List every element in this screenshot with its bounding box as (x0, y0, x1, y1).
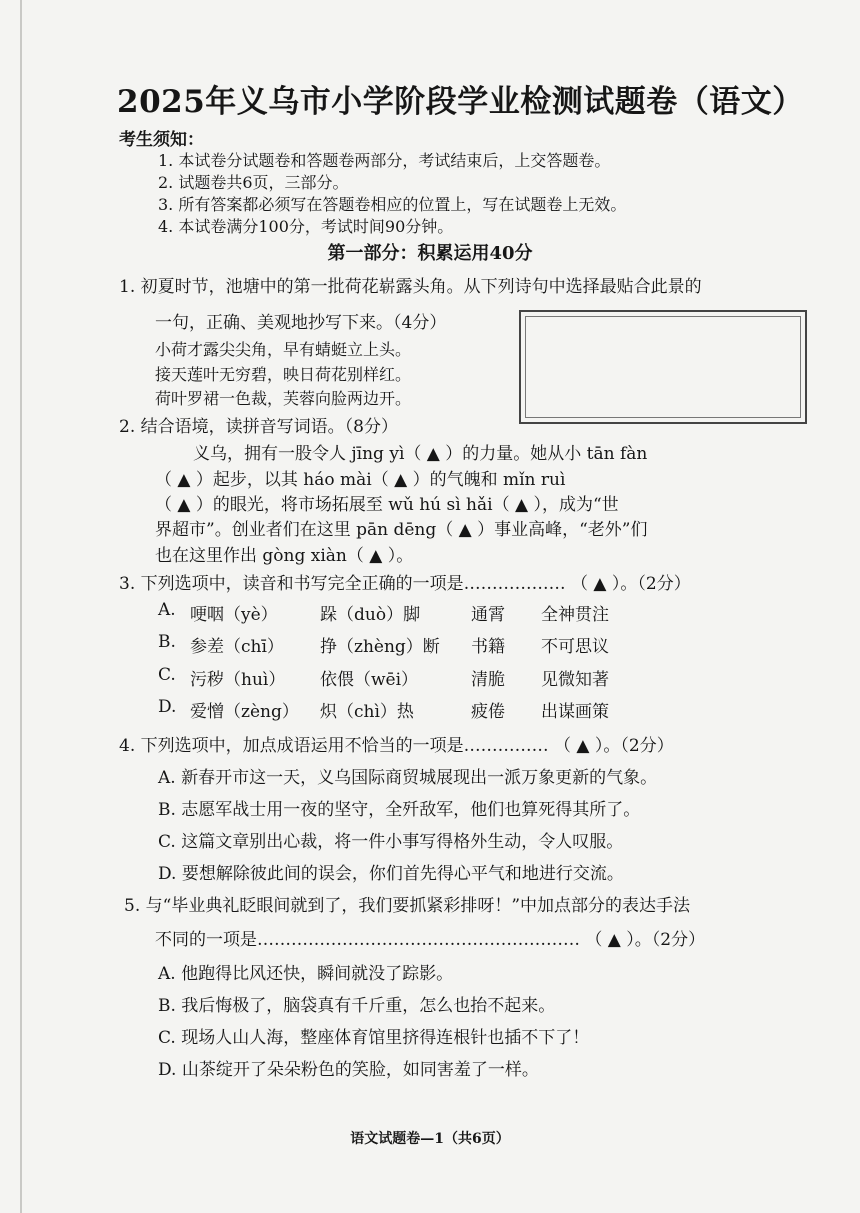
q4-stem: 4. 下列选项中，加点成语运用不恰当的一项是…………… （ ▲ ）。（2分） (119, 736, 674, 756)
q2-text-line: 义乌，拥有一股令人 jīng yì（ ▲ ）的力量。她从小 tān fàn (193, 444, 648, 464)
q3-option-cell: 出谋画策 (541, 702, 609, 722)
q3-option-cell: 炽（chì）热 (320, 702, 414, 722)
q5-option: A. 他跑得比风还快，瞬间就没了踪影。 (158, 964, 454, 984)
q3-option-cell: 不可思议 (541, 637, 609, 657)
q5-option: C. 现场人山人海，整座体育馆里挤得连根针也插不下了！ (158, 1028, 590, 1048)
notice-item: 4. 本试卷满分100分，考试时间90分钟。 (158, 217, 454, 236)
q4-option: D. 要想解除彼此间的误会，你们首先得心平气和地进行交流。 (158, 864, 624, 884)
q3-option-cell: 污秽（huì） (190, 670, 286, 690)
q3-option-label: C. (158, 665, 176, 685)
page-footer: 语文试题卷—1（共6页） (350, 1131, 510, 1147)
q5-stem-line1: 5. 与“毕业典礼眨眼间就到了，我们要抓紧彩排呀！”中加点部分的表达手法 (124, 896, 691, 916)
q2-text-line: （ ▲ ）的眼光，将市场拓展至 wǔ hú sì hǎi（ ▲ ），成为“世 (155, 495, 619, 515)
q2-text-line: 也在这里作出 gòng xiàn（ ▲ ）。 (155, 546, 414, 566)
q5-option: D. 山茶绽开了朵朵粉色的笑脸，如同害羞了一样。 (158, 1060, 539, 1080)
notice-item: 1. 本试卷分试题卷和答题卷两部分，考试结束后，上交答题卷。 (158, 151, 611, 170)
q5-stem-line2: 不同的一项是………………………………………………… （ ▲ ）。（2分） (155, 930, 706, 950)
page-edge-shadow (20, 0, 22, 1213)
notice-item: 3. 所有答案都必须写在答题卷相应的位置上，写在试题卷上无效。 (158, 195, 627, 214)
q4-option: A. 新春开市这一天，义乌国际商贸城展现出一派万象更新的气象。 (158, 768, 658, 788)
q2-text-line: 界超市”。创业者们在这里 pān dēng（ ▲ ）事业高峰，“老外”们 (155, 520, 648, 540)
q5-option: B. 我后悔极了，脑袋真有千斤重，怎么也抬不起来。 (158, 996, 556, 1016)
q2-text-line: （ ▲ ）起步，以其 háo mài（ ▲ ）的气魄和 mǐn ruì (155, 470, 566, 490)
exam-title: 2025年义乌市小学阶段学业检测试题卷（语文） (117, 84, 804, 120)
q3-option-cell: 爱憎（zèng） (190, 702, 299, 722)
q3-option-label: D. (158, 697, 177, 717)
q3-option-cell: 全神贯注 (541, 605, 609, 625)
q3-option-cell: 跺（duò）脚 (320, 605, 421, 625)
q1-poem-line: 接天莲叶无穷碧，映日荷花别样红。 (155, 365, 412, 384)
q1-poem-line: 小荷才露尖尖角，早有蜻蜓立上头。 (155, 340, 412, 359)
q3-option-cell: 清脆 (471, 670, 505, 690)
q1-answer-box (519, 310, 807, 424)
q3-option-label: A. (158, 600, 176, 620)
q3-option-cell: 哽咽（yè） (190, 605, 278, 625)
q3-option-cell: 通霄 (471, 605, 505, 625)
notice-heading: 考生须知： (119, 130, 204, 150)
q3-option-cell: 参差（chī） (190, 637, 284, 657)
q3-option-cell: 书籍 (471, 637, 505, 657)
q3-option-label: B. (158, 632, 176, 652)
q2-stem: 2. 结合语境，读拼音写词语。（8分） (119, 417, 398, 437)
notice-item: 2. 试题卷共6页，三部分。 (158, 173, 349, 192)
q1-stem-line2: 一句，正确、美观地抄写下来。（4分） (155, 313, 447, 333)
q3-option-cell: 见微知著 (541, 670, 609, 690)
q1-poem-line: 荷叶罗裙一色裁，芙蓉向脸两边开。 (155, 389, 412, 408)
q3-option-cell: 疲倦 (471, 702, 505, 722)
q3-option-cell: 挣（zhèng）断 (320, 637, 440, 657)
q4-option: B. 志愿军战士用一夜的坚守，全歼敌军，他们也算死得其所了。 (158, 800, 641, 820)
q1-stem-line1: 1. 初夏时节，池塘中的第一批荷花崭露头角。从下列诗句中选择最贴合此景的 (119, 277, 702, 297)
q3-stem: 3. 下列选项中，读音和书写完全正确的一项是……………… （ ▲ ）。（2分） (119, 574, 691, 594)
q4-option: C. 这篇文章别出心裁，将一件小事写得格外生动，令人叹服。 (158, 832, 624, 852)
section-title: 第一部分：积累运用40分 (327, 243, 533, 264)
q3-option-cell: 依偎（wēi） (320, 670, 419, 690)
